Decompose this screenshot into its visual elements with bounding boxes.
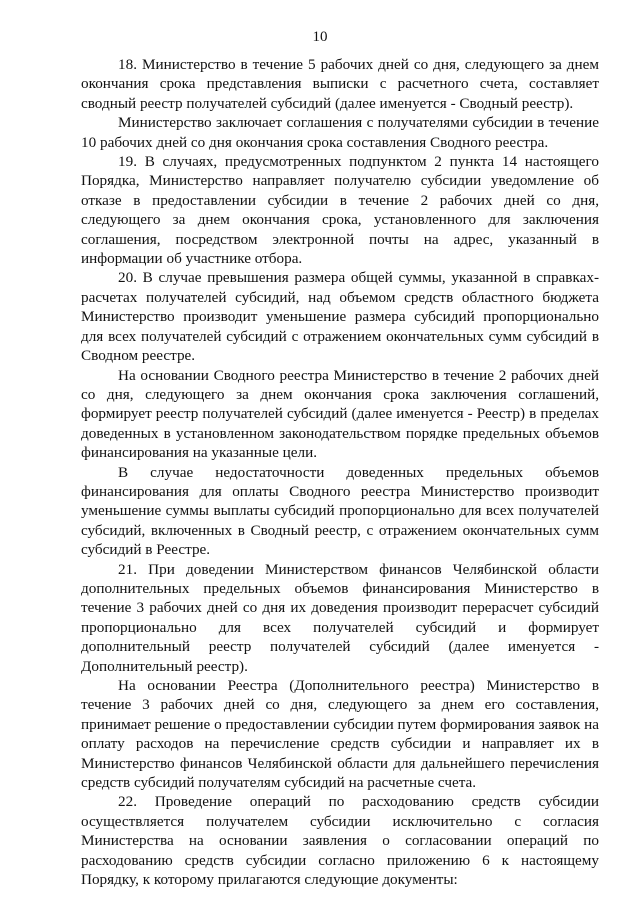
paragraph-decision: На основании Реестра (Дополнительного реестра) Министерство в течение 3 рабочих дней со дня, следующего за днем его составления, принимает решение о предоставлении субсидии путем формирования заявок на оплату расходов на перечисление средств субсидии и направляет их в Министерство финансов Челябинской области для дальнейшего перечисления средств субсидий получателям субсидий на расчетные счета. [81, 677, 599, 792]
paragraph-19: 19. В случаях, предусмотренных подпунктом 2 пункта 14 настоящего Порядка, Министерство направляет получателю субсидии уведомление об отказе в предоставлении субсидии в течение 2 рабочих дней со дня, следующего за днем окончания срока, установленного для заключения соглашения, посредством электронной почты на адрес, указанный в информации об участнике отбора. [81, 153, 599, 268]
paragraph-insufficiency: В случае недостаточности доведенных предельных объемов финансирования для оплаты Сводного реестра Министерство производит уменьшение суммы выплаты субсидий пропорционально для всех получателей субсидий, включенных в Сводный реестр, с отражением окончательных сумм субсидий в Реестре. [81, 463, 599, 559]
page-number: 10 [312, 29, 328, 45]
paragraph-20: 20. В случае превышения размера общей суммы, указанной в справках-расчетах получателей субсидий, над объемом средств областного бюджета Министерство производит уменьшение размера субсидий пропорционально для всех получателей субсидий с отражением окончательных сумм субсидий в Сводном реестре. [81, 269, 599, 365]
paragraph-22: 22. Проведение операций по расходованию средств субсидии осуществляется получателем субсидии исключительно с согласия Министерства на основании заявления о согласовании операций по расходованию средств субсидии согласно приложению 6 к настоящему Порядку, к которому прилагаются следующие документы: [81, 793, 599, 889]
paragraph-21: 21. При доведении Министерством финансов Челябинской области дополнительных предельных объемов финансирования Министерство в течение 3 рабочих дней со дня их доведения производит перерасчет субсидий пропорционально для всех получателей субсидий и формирует дополнительный реестр получателей субсидий (далее именуется - Дополнительный реестр). [81, 560, 599, 675]
document-body [81, 55, 599, 889]
paragraph-agreements: Министерство заключает соглашения с получателями субсидии в течение 10 рабочих дней со дня окончания срока составления Сводного реестра. [81, 114, 599, 151]
paragraph-register: На основании Сводного реестра Министерство в течение 2 рабочих дней со дня, следующего за днем окончания срока заключения соглашений, формирует реестр получателей субсидий (далее именуется - Реестр) в пределах доведенных в установленном законодательством порядке предельных объемов финансирования на указанные цели. [81, 366, 599, 462]
paragraph-18: 18. Министерство в течение 5 рабочих дней со дня, следующего за днем окончания срока представления выписки с расчетного счета, составляет сводный реестр получателей субсидий (далее именуется - Сводный реестр). [81, 56, 599, 112]
